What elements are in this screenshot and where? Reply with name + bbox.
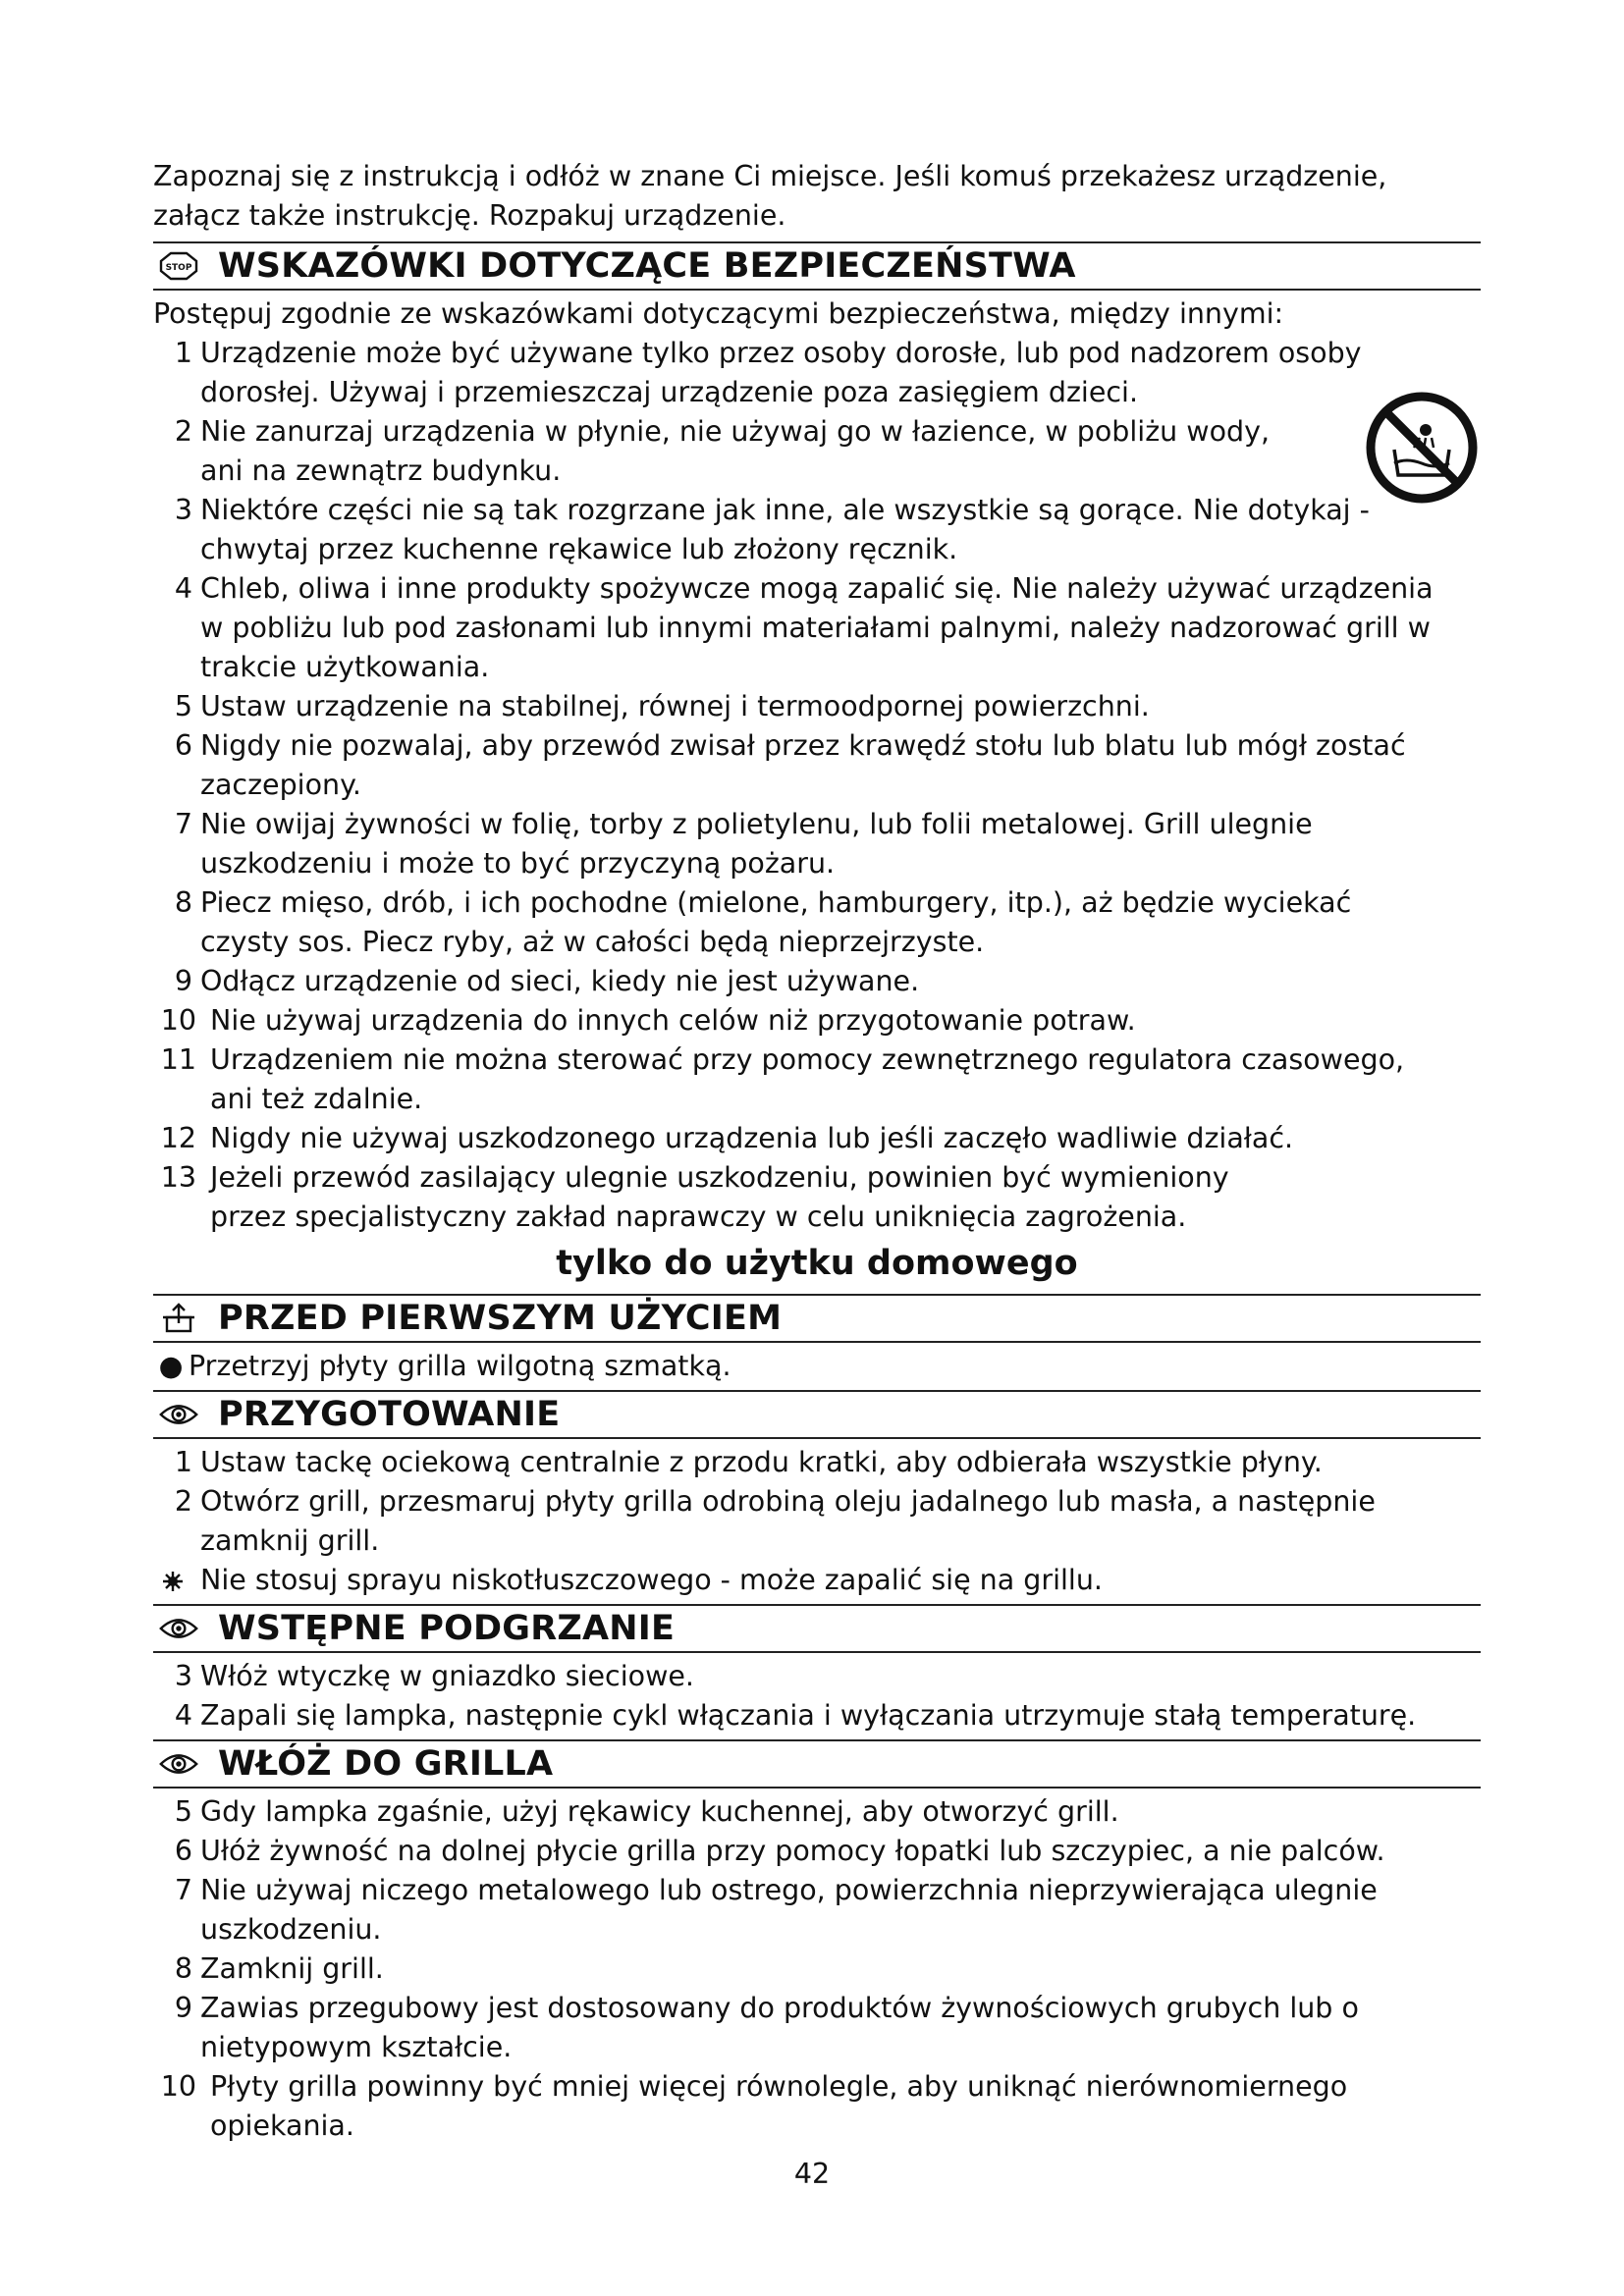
- list-item: ● Przetrzyj płyty grilla wilgotną szmatką.: [153, 1347, 1481, 1386]
- list-item: 1 Ustaw tackę ociekową centralnie z przodu kratki, aby odbierała wszystkie płyny.: [174, 1446, 1323, 1478]
- section-grill-header: [153, 1739, 1481, 1789]
- section-preparation-title: PRZYGOTOWANIE: [218, 1395, 561, 1434]
- section-preheat-title: WSTĘPNE PODGRZANIE: [218, 1609, 676, 1648]
- section-before-first-use-title: PRZED PIERWSZYM UŻYCIEM: [218, 1299, 783, 1338]
- intro-text: Zapoznaj się z instrukcją i odłóż w znane Ci miejsce. Jeśli komuś przekażesz urządzenie, załącz także instrukcję. Rozpakuj urządzenie.: [153, 160, 1387, 232]
- list-item: 8 Piecz mięso, drób, i ich pochodne (mielone, hamburgery, itp.), aż będzie wyciekać czysty sos. Piecz ryby, aż w całości będą nieprzejrzyste.: [174, 886, 1352, 958]
- section-safety-title: WSKAZÓWKI DOTYCZĄCE BEZPIECZEŃSTWA: [218, 246, 1076, 286]
- no-water-icon: [1365, 391, 1479, 508]
- safety-lead: Postępuj zgodnie ze wskazówkami dotyczącymi bezpieczeństwa, między innymi:: [153, 297, 1284, 330]
- warning-text: Nie stosuj sprayu niskotłuszczowego - może zapalić się na grillu.: [200, 1564, 1103, 1596]
- eye-icon: [159, 1616, 198, 1641]
- bullet-dot: ●: [158, 1350, 184, 1382]
- list-item: 3 Włóż wtyczkę w gniazdko sieciowe.: [174, 1660, 694, 1692]
- list-item: 5 Gdy lampka zgaśnie, użyj rękawicy kuchennej, aby otworzyć grill.: [174, 1795, 1119, 1828]
- list-item: 6 Nigdy nie pozwalaj, aby przewód zwisał przez krawędź stołu lub blatu lub mógł zostać zaczepiony.: [174, 729, 1406, 801]
- warning-icon: [153, 1561, 200, 1600]
- list-item: 7 Nie owijaj żywności w folię, torby z polietylenu, lub folii metalowej. Grill ulegnie uszkodzeniu i może to być przyczyną pożaru.: [174, 808, 1313, 880]
- household-use-note: tylko do użytku domowego: [556, 1244, 1078, 1283]
- document-page: [153, 157, 1481, 2146]
- page-number: 42: [793, 2158, 831, 2190]
- list-item: 1 Urządzenie może być używane tylko przez osoby dorosłe, lub pod nadzorem osoby dorosłej. Używaj i przemieszczaj urządzenie poza zasięgiem dzieci.: [174, 337, 1362, 408]
- section-grill-title: WŁÓŻ DO GRILLA: [218, 1744, 554, 1784]
- safety-list: [153, 334, 1481, 1237]
- list-item: 4 Zapali się lampka, następnie cykl włączania i wyłączania utrzymuje stałą temperaturę.: [174, 1699, 1417, 1732]
- list-item: 7 Nie używaj niczego metalowego lub ostrego, powierzchnia nieprzywierająca ulegnie uszkodzeniu.: [174, 1874, 1378, 1946]
- list-item: 10 Nie używaj urządzenia do innych celów niż przygotowanie potraw.: [160, 1004, 1136, 1037]
- unbox-icon: [159, 1302, 198, 1335]
- section-safety-header: [153, 241, 1481, 291]
- list-item: 13 Jeżeli przewód zasilający ulegnie uszkodzeniu, powinien być wymieniony przez specjalistyczny zakład naprawczy w celu uniknięcia zagrożenia.: [160, 1161, 1229, 1233]
- list-item: 5 Ustaw urządzenie na stabilnej, równej i termoodpornej powierzchni.: [174, 690, 1150, 722]
- list-item: 11 Urządzeniem nie można sterować przy pomocy zewnętrznego regulatora czasowego, ani też zdalnie.: [160, 1043, 1405, 1115]
- stop-icon: [159, 251, 198, 281]
- list-item: 2 Otwórz grill, przesmaruj płyty grilla odrobiną oleju jadalnego lub masła, a następnie zamknij grill.: [174, 1485, 1376, 1557]
- list-item: 3 Niektóre części nie są tak rozgrzane jak inne, ale wszystkie są gorące. Nie dotykaj - chwytaj przez kuchenne rękawice lub złożony ręcznik.: [174, 494, 1370, 565]
- list-item: 9 Zawias przegubowy jest dostosowany do produktów żywnościowych grubych lub o nietypowym kształcie.: [174, 1992, 1359, 2063]
- section-preheat-header: [153, 1604, 1481, 1653]
- list-item: 4 Chleb, oliwa i inne produkty spożywcze mogą zapalić się. Nie należy używać urządzenia w pobliżu lub pod zasłonami lub innymi materiałami palnymi, należy nadzorować grill w trakcie użytkowania.: [174, 572, 1434, 683]
- list-item: 12 Nigdy nie używaj uszkodzonego urządzenia lub jeśli zaczęło wadliwie działać.: [160, 1122, 1294, 1154]
- list-item: [153, 1561, 1481, 1600]
- stop-icon-label: STOP: [165, 263, 192, 273]
- list-item: 9 Odłącz urządzenie od sieci, kiedy nie jest używane.: [174, 965, 920, 997]
- list-item: 8 Zamknij grill.: [174, 1952, 384, 1985]
- eye-icon: [159, 1402, 198, 1427]
- list-item: 10 Płyty grilla powinny być mniej więcej równolegle, aby uniknąć nierównomiernego opiekania.: [160, 2070, 1348, 2142]
- eye-icon: [159, 1751, 198, 1777]
- section-preparation-header: [153, 1390, 1481, 1439]
- list-item: 2 Nie zanurzaj urządzenia w płynie, nie używaj go w łazience, w pobliżu wody, ani na zewnątrz budynku.: [174, 415, 1271, 487]
- section-before-first-use-header: [153, 1294, 1481, 1343]
- list-item: 6 Ułóż żywność na dolnej płycie grilla przy pomocy łopatki lub szczypiec, a nie palców.: [174, 1835, 1385, 1867]
